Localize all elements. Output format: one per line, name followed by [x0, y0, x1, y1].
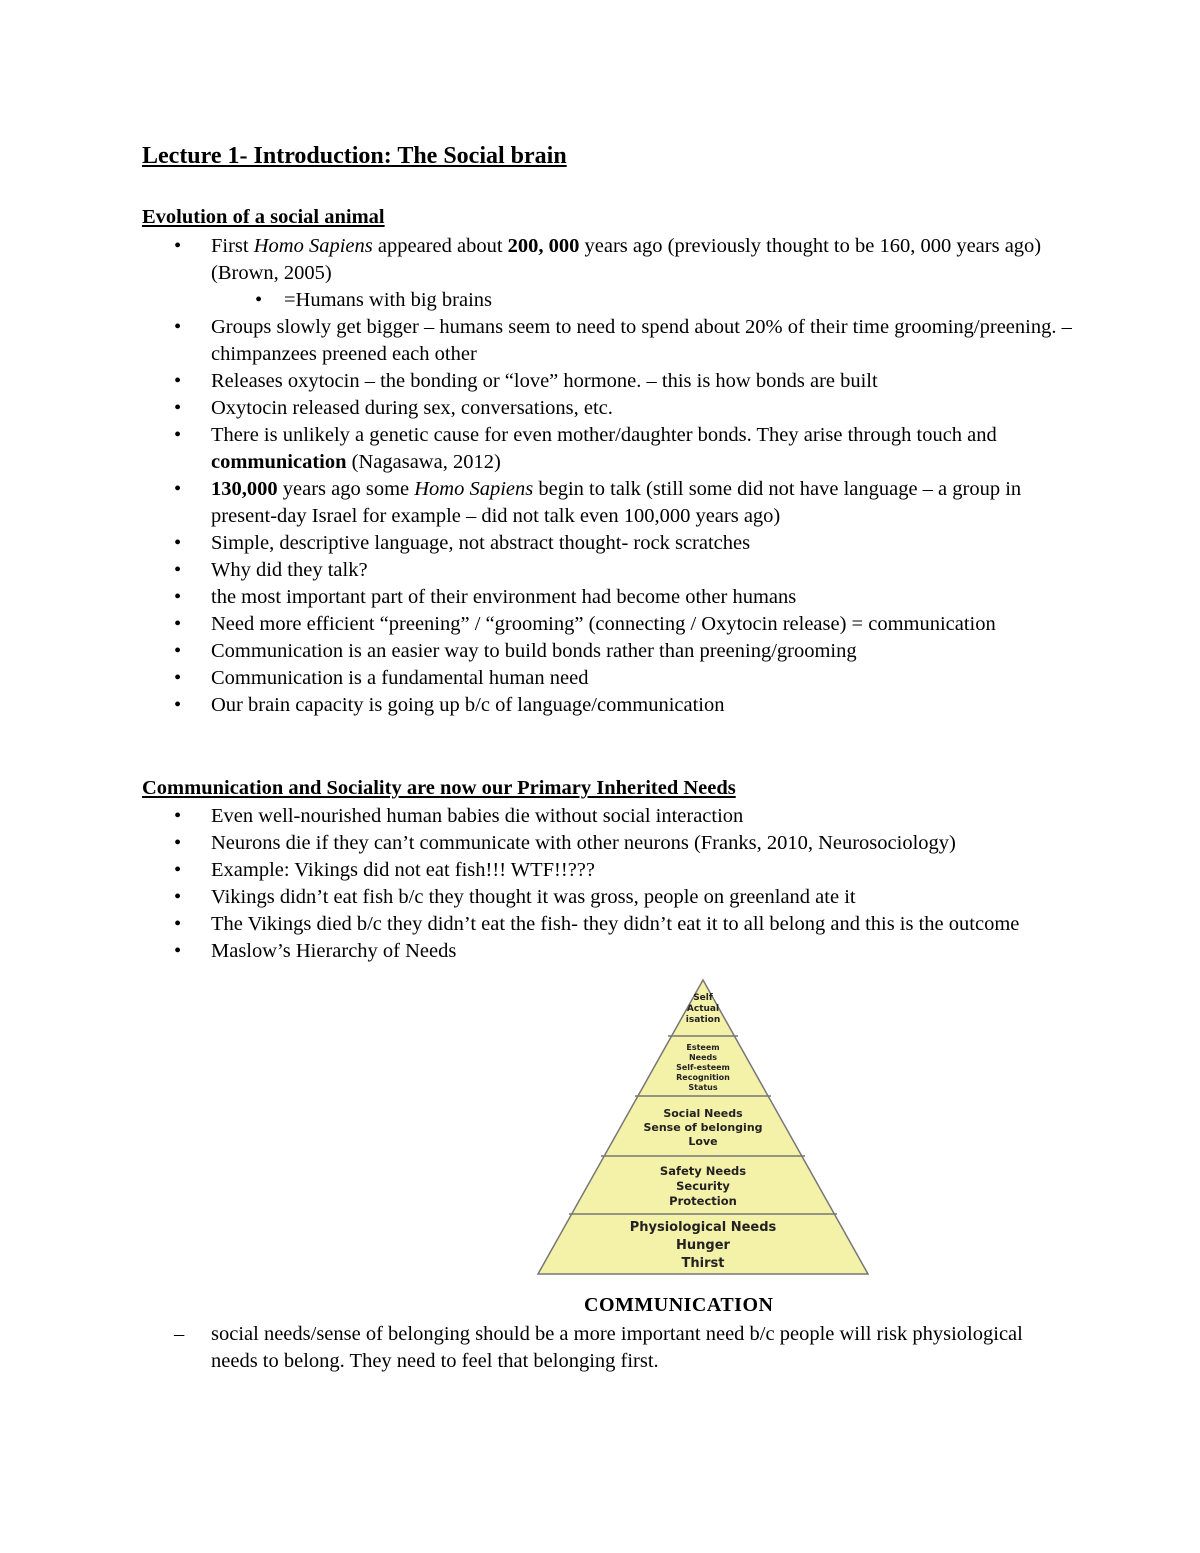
primary-needs-bullet-list	[142, 803, 1072, 965]
list-item: • Why did they talk?	[142, 557, 1072, 584]
pyramid-level-line: Esteem	[686, 1043, 720, 1052]
list-item: • =Humans with big brains	[142, 287, 1072, 314]
list-item: • 130,000 years ago some Homo Sapiens begin to talk (still some did not have language – a group in present-day Israel for example – did not talk even 100,000 years ago)	[142, 476, 1072, 530]
pyramid-level-line: Social Needs	[663, 1107, 743, 1120]
list-item: • Maslow’s Hierarchy of Needs	[142, 938, 1072, 965]
page-title: Lecture 1- Introduction: The Social brain	[142, 143, 567, 169]
list-item: • Even well-nourished human babies die without social interaction	[142, 803, 1072, 830]
list-item: • Oxytocin released during sex, conversations, etc.	[142, 395, 1072, 422]
pyramid-level-line: Self	[693, 993, 713, 1003]
pyramid-level-line: Needs	[688, 1053, 718, 1062]
pyramid-level-line: Safety Needs	[659, 1164, 747, 1178]
pyramid-level-line: Status	[688, 1083, 718, 1092]
list-item: • Communication is a fundamental human need	[142, 665, 1072, 692]
pyramid-level-line: Love	[688, 1135, 718, 1148]
list-item: • Communication is an easier way to build bonds rather than preening/grooming	[142, 638, 1072, 665]
pyramid-level-line: Actual	[686, 1004, 720, 1014]
conclusion-dash-list	[142, 1321, 1042, 1375]
pyramid-level-line: Self-esteem	[676, 1063, 730, 1072]
list-item: • There is unlikely a genetic cause for even mother/daughter bonds. They arise through touch and communication (Nagasawa, 2012)	[142, 422, 1072, 476]
pyramid-level-line: Security	[676, 1179, 730, 1193]
list-item: • the most important part of their environment had become other humans	[142, 584, 1072, 611]
evolution-bullet-list	[142, 233, 1072, 719]
pyramid-level-line: Thirst	[681, 1256, 725, 1271]
list-item: • Releases oxytocin – the bonding or “love” hormone. – this is how bonds are built	[142, 368, 1072, 395]
list-item: • Need more efficient “preening” / “grooming” (connecting / Oxytocin release) = communication	[142, 611, 1072, 638]
pyramid-level-line: Hunger	[676, 1238, 730, 1253]
list-item: • Example: Vikings did not eat fish!!! WTF!!???	[142, 857, 1072, 884]
list-item: • The Vikings died b/c they didn’t eat the fish- they didn’t eat it to all belong and this is the outcome	[142, 911, 1072, 938]
list-item: • Neurons die if they can’t communicate with other neurons (Franks, 2010, Neurosociology)	[142, 830, 1072, 857]
maslow-pyramid-diagram	[536, 978, 870, 1278]
list-item: – social needs/sense of belonging should be a more important need b/c people will risk physiological needs to belong. They need to feel that belonging first.	[142, 1321, 1042, 1375]
list-item: • Our brain capacity is going up b/c of language/communication	[142, 692, 1072, 719]
pyramid-level-line: Physiological Needs	[629, 1220, 777, 1235]
list-item: • Vikings didn’t eat fish b/c they thought it was gross, people on greenland ate it	[142, 884, 1072, 911]
pyramid-level-line: Sense of belonging	[643, 1121, 763, 1134]
section-heading-evolution: Evolution of a social animal	[142, 206, 385, 228]
list-item: • Groups slowly get bigger – humans seem to need to spend about 20% of their time grooming/preening. – chimpanzees preened each other	[142, 314, 1072, 368]
pyramid-level-self-actualisation	[686, 993, 721, 1025]
section-heading-primary-needs: Communication and Sociality are now our Primary Inherited Needs	[142, 777, 736, 799]
pyramid-level-line: isation	[685, 1015, 721, 1025]
diagram-caption: COMMUNICATION	[584, 1294, 774, 1316]
list-item: • Simple, descriptive language, not abstract thought- rock scratches	[142, 530, 1072, 557]
pyramid-level-line: Recognition	[676, 1073, 730, 1082]
list-item: • First Homo Sapiens appeared about 200, 000 years ago (previously thought to be 160, 000 years ago) (Brown, 2005)	[142, 233, 1072, 287]
pyramid-level-line: Protection	[669, 1194, 737, 1208]
